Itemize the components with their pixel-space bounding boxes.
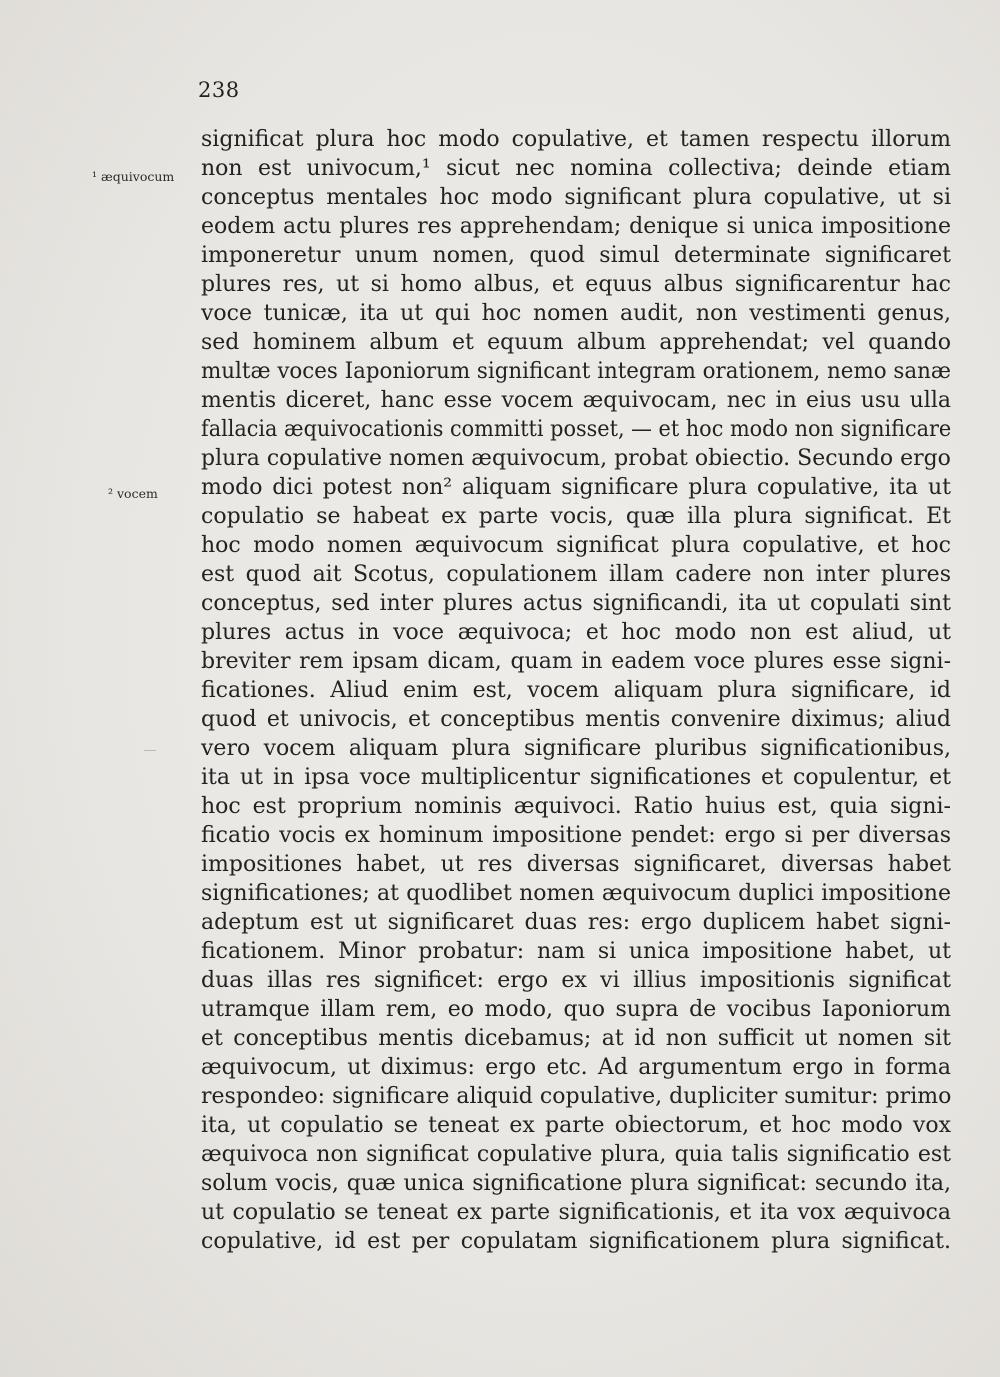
- text-line: voce tunicæ, ita ut qui hoc nomen audit, non vestimenti genus,: [201, 301, 951, 326]
- text-line: duas illas res significet: ergo ex vi illius impositionis significat: [201, 968, 951, 993]
- margin-note-2: ² vocem: [108, 486, 158, 501]
- margin-mark: [144, 750, 156, 751]
- text-line: modo dici potest non² aliquam significare plura copulative, ita ut: [201, 475, 951, 500]
- text-line: ut copulatio se teneat ex parte significationis, et ita vox æquivoca: [201, 1200, 951, 1225]
- text-line: et conceptibus mentis dicebamus; at id non sufficit ut nomen sit: [201, 1026, 951, 1051]
- text-line: multæ voces Iaponiorum significant integram orationem, nemo sanæ: [201, 359, 951, 384]
- body-text: [201, 125, 951, 1256]
- text-line: non est univocum,¹ sicut nec nomina collectiva; deinde etiam: [201, 156, 951, 181]
- text-line: plures actus in voce æquivoca; et hoc modo non est aliud, ut: [201, 620, 951, 645]
- text-line: est quod ait Scotus, copulationem illam cadere non inter plures: [201, 562, 951, 587]
- text-line: copulatio se habeat ex parte vocis, quæ illa plura significat. Et: [201, 504, 951, 529]
- text-line: respondeo: significare aliquid copulative, dupliciter sumitur: primo: [201, 1084, 952, 1109]
- text-line: ficatio vocis ex hominum impositione pendet: ergo si per diversas: [201, 823, 951, 848]
- text-line: ficationes. Aliud enim est, vocem aliquam plura significare, id: [201, 678, 951, 703]
- text-line: copulative, id est per copulatam significationem plura significat.: [201, 1229, 951, 1254]
- text-line: utramque illam rem, eo modo, quo supra de vocibus Iaponiorum: [201, 997, 951, 1022]
- text-line: mentis diceret, hanc esse vocem æquivocam, nec in eius usu ulla: [201, 388, 951, 413]
- text-line: vero vocem aliquam plura significare pluribus significationibus,: [201, 736, 951, 761]
- text-line: significat plura hoc modo copulative, et tamen respectu illorum: [201, 127, 951, 152]
- text-line: breviter rem ipsam dicam, quam in eadem voce plures esse signi-: [201, 649, 951, 674]
- text-line: æquivoca non significat copulative plura, quia talis significatio est: [201, 1142, 951, 1167]
- text-line: ita ut in ipsa voce multiplicentur significationes et copulentur, et: [201, 765, 951, 790]
- text-line: significationes; at quodlibet nomen æquivocum duplici impositione: [201, 881, 951, 906]
- text-line: impositiones habet, ut res diversas significaret, diversas habet: [201, 852, 951, 877]
- text-line: sed hominem album et equum album apprehendat; vel quando: [201, 330, 951, 355]
- text-line: ficationem. Minor probatur: nam si unica impositione habet, ut: [201, 939, 951, 964]
- text-line: ita, ut copulatio se teneat ex parte obiectorum, et hoc modo vox: [201, 1113, 951, 1138]
- text-line: hoc est proprium nominis æquivoci. Ratio huius est, quia signi-: [201, 794, 951, 819]
- text-line: quod et univocis, et conceptibus mentis convenire diximus; aliud: [201, 707, 951, 732]
- page-number: 238: [198, 78, 240, 102]
- text-line: hoc modo nomen æquivocum significat plura copulative, et hoc: [201, 533, 951, 558]
- text-line: eodem actu plures res apprehendam; denique si unica impositione: [201, 214, 951, 239]
- text-line: conceptus mentales hoc modo significant plura copulative, ut si: [201, 185, 951, 210]
- text-line: æquivocum, ut diximus: ergo etc. Ad argumentum ergo in forma: [201, 1055, 951, 1080]
- text-line: plures res, ut si homo albus, et equus albus significarentur hac: [201, 272, 951, 297]
- text-line: fallacia æquivocationis committi posset, — et hoc modo non significare: [201, 417, 952, 442]
- text-line: adeptum est ut significaret duas res: ergo duplicem habet signi-: [201, 910, 951, 935]
- text-line: imponeretur unum nomen, quod simul determinate significaret: [201, 243, 951, 268]
- text-line: plura copulative nomen æquivocum, probat obiectio. Secundo ergo: [201, 446, 951, 471]
- margin-note-1: ¹ æquivocum: [92, 169, 175, 184]
- text-line: conceptus, sed inter plures actus significandi, ita ut copulati sint: [201, 591, 951, 616]
- text-line: solum vocis, quæ unica significatione plura significat: secundo ita,: [201, 1171, 951, 1196]
